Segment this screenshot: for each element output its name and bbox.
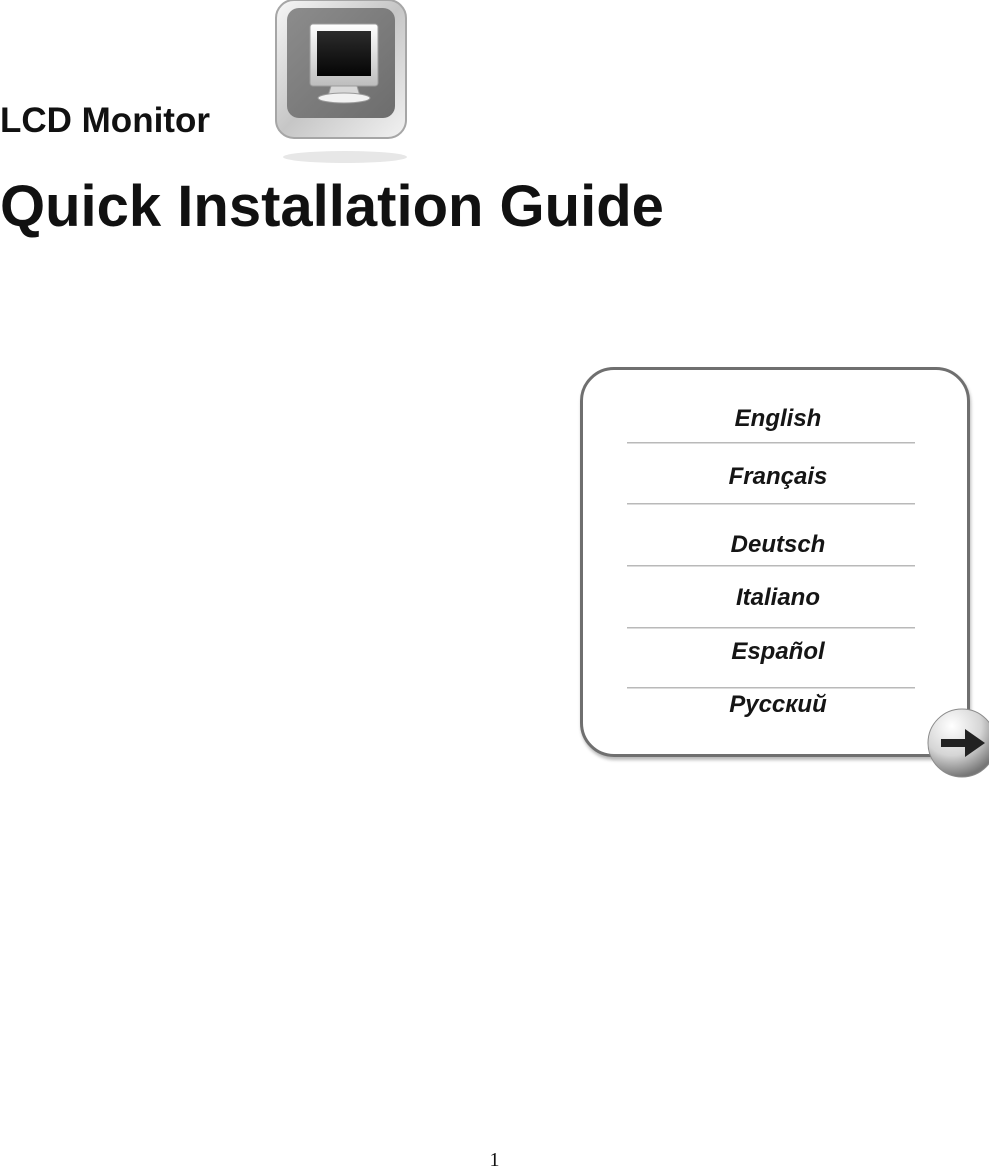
language-espanol[interactable]: Español bbox=[731, 638, 825, 665]
language-deutsch[interactable]: Deutsch bbox=[730, 531, 826, 558]
menu-divider bbox=[627, 627, 915, 629]
language-english[interactable]: English bbox=[734, 405, 822, 432]
menu-divider bbox=[627, 503, 915, 505]
language-russian[interactable]: Русский bbox=[729, 691, 827, 718]
lcd-monitor-icon bbox=[268, 0, 414, 166]
guide-title: Quick Installation Guide bbox=[0, 174, 664, 239]
menu-divider bbox=[627, 442, 915, 444]
language-italiano[interactable]: Italiano bbox=[735, 584, 820, 611]
menu-divider bbox=[627, 687, 915, 689]
menu-divider bbox=[627, 565, 915, 567]
product-name: LCD Monitor bbox=[0, 101, 210, 140]
page-number: 1 bbox=[489, 1149, 500, 1171]
language-selection-panel bbox=[580, 367, 970, 757]
language-francais[interactable]: Français bbox=[728, 463, 828, 490]
arrow-right-icon[interactable] bbox=[927, 708, 989, 778]
